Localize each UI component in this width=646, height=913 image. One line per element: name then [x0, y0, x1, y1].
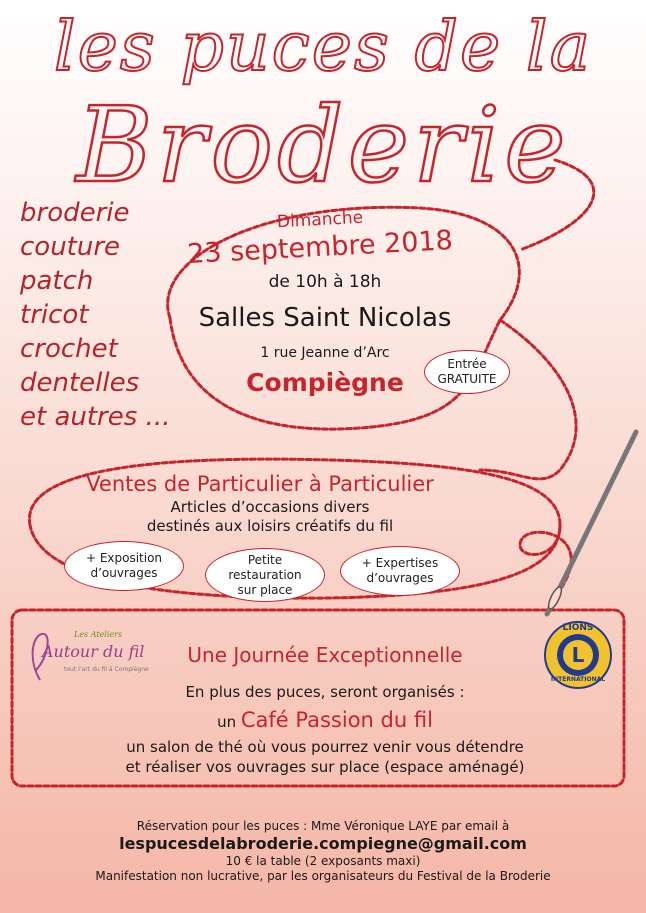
- craft-item: couture: [20, 232, 121, 262]
- lions-logo: [543, 620, 613, 690]
- free-entry-line-2: GRATUITE: [437, 372, 497, 386]
- exposition-badge: [64, 541, 184, 591]
- cafe-name: Café Passion du fil: [240, 708, 433, 732]
- badge-line: d’ouvrages: [90, 566, 158, 580]
- autour-du-fil-logo: [28, 628, 149, 686]
- logo-sub-text: tout l’art du fil à Compiègne: [64, 666, 149, 673]
- lions-letter: L: [571, 643, 585, 667]
- lions-top-text: LIONS: [562, 623, 594, 633]
- craft-item: tricot: [20, 300, 89, 330]
- event-address: 1 rue Jeanne d’Arc: [260, 345, 390, 361]
- restauration-badge: [205, 548, 325, 602]
- badge-line: d’ouvrages: [366, 571, 434, 585]
- craft-item: et autres ...: [20, 402, 171, 432]
- title-line-1: les puces de la: [53, 8, 593, 87]
- sales-line-1: Articles d’occasions divers: [170, 498, 370, 516]
- craft-item: dentelles: [20, 368, 140, 398]
- title-line-2: Broderie: [76, 84, 570, 206]
- free-entry-line-1: Entrée: [447, 357, 487, 371]
- sales-line-2: destinés aux loisirs créatifs du fil: [146, 517, 394, 535]
- footer-reservation: Réservation pour les puces : Mme Véronique LAYE par email à: [136, 819, 510, 833]
- badge-line: sur place: [237, 582, 293, 597]
- event-city: Compiègne: [246, 368, 404, 397]
- craft-item: patch: [20, 266, 94, 296]
- journee-desc-1: un salon de thé où vous pourrez venir vous détendre: [126, 738, 524, 756]
- event-day: Dimanche: [276, 207, 364, 233]
- badge-line: + Expertises: [361, 556, 439, 570]
- event-date: 23 septembre 2018: [186, 225, 454, 270]
- badge-line: Petite: [247, 552, 283, 567]
- expertises-badge: [340, 546, 460, 596]
- journee-desc-2: et réaliser vos ouvrages sur place (espace aménagé): [125, 758, 525, 776]
- badge-line: restauration: [228, 567, 302, 582]
- crafts-list: [20, 196, 170, 434]
- footer-table-price: 10 € la table (2 exposants maxi): [225, 854, 421, 868]
- journee-intro: En plus des puces, seront organisés :: [185, 683, 465, 701]
- craft-item: broderie: [20, 198, 130, 228]
- logo-small-text: Les Ateliers: [74, 630, 123, 639]
- cafe-prefix: un: [217, 713, 237, 731]
- logo-main-text: Autour du fil: [42, 642, 145, 661]
- footer-note: Manifestation non lucrative, par les organisateurs du Festival de la Broderie: [95, 869, 551, 883]
- lions-bottom-text: INTERNATIONAL: [550, 676, 606, 683]
- event-hours: de 10h à 18h: [268, 272, 382, 292]
- footer-email: lespucesdelabroderie.compiegne@gmail.com: [119, 834, 527, 853]
- free-entry-badge: [424, 350, 510, 394]
- badge-line: + Exposition: [85, 551, 163, 565]
- event-venue: Salles Saint Nicolas: [198, 303, 452, 333]
- craft-item: crochet: [20, 334, 118, 364]
- sales-heading: Ventes de Particulier à Particulier: [86, 472, 434, 496]
- journee-heading: Une Journée Exceptionnelle: [187, 643, 463, 667]
- cafe-line: [100, 708, 550, 732]
